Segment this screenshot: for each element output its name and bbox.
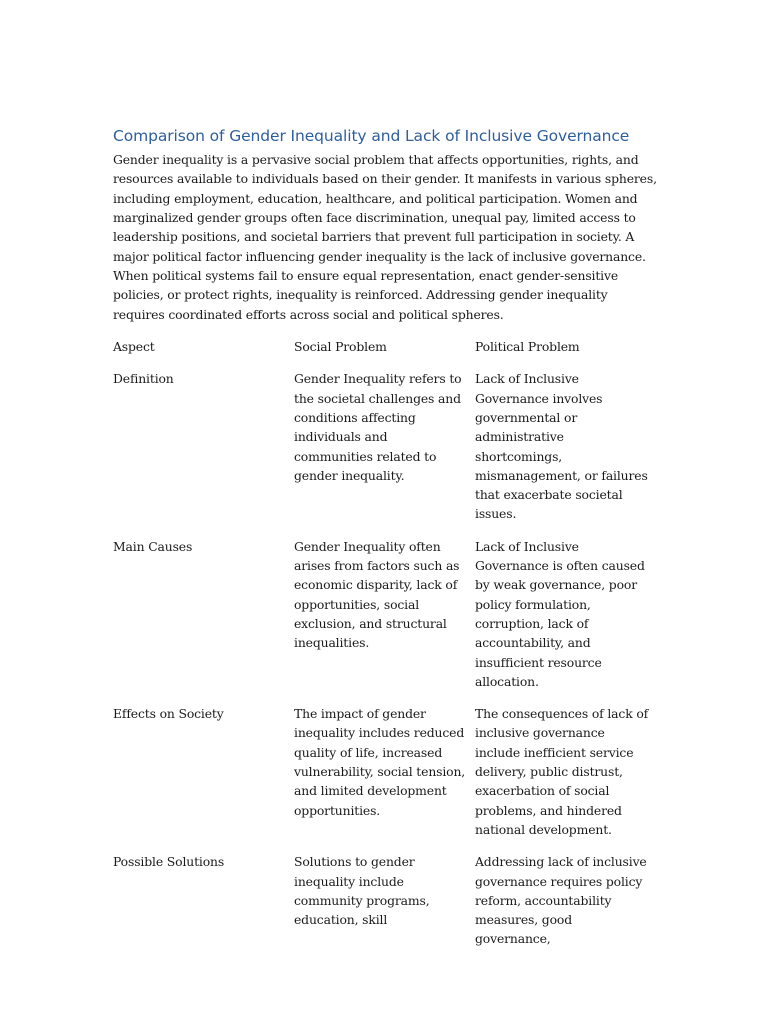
row-political: The consequences of lack of inclusive governance include inefficient service delivery, public distrust, exacerbation of social problems, and hindered national development.	[475, 706, 649, 837]
table-row	[113, 537, 658, 704]
header-political-problem: Political Problem	[475, 339, 580, 355]
table-row	[113, 852, 658, 961]
table-header-row	[113, 337, 658, 369]
row-aspect: Main Causes	[113, 538, 193, 554]
header-aspect: Aspect	[113, 339, 155, 355]
document-page	[113, 126, 658, 962]
row-aspect: Effects on Society	[113, 706, 224, 722]
table-row	[113, 704, 658, 852]
row-social: The impact of gender inequality includes reduced quality of life, increased vulnerability, social tension, and limited development opportunities.	[294, 706, 466, 818]
header-social-problem: Social Problem	[294, 339, 387, 355]
intro-paragraph: Gender inequality is a pervasive social problem that affects opportunities, rights, and resources available to individuals based on their gender. It manifests in various spheres, including employment, education, healthcare, and political participation. Women and marginalized gender groups often face discrimination, unequal pay, limited access to leadership positions, and societal barriers that prevent full participation in society. A major political factor influencing gender inequality is the lack of inclusive governance. When political systems fail to ensure equal representation, enact gender-sensitive policies, or protect rights, inequality is reinforced. Addressing gender inequality requires coordinated efforts across social and political spheres.	[113, 152, 657, 322]
row-social: Solutions to gender inequality include community programs, education, skill	[294, 854, 430, 928]
row-political: Lack of Inclusive Governance involves governmental or administrative shortcomings, mismanagement, or failures that exacerbate societal issues.	[475, 371, 648, 522]
row-political: Addressing lack of inclusive governance requires policy reform, accountability measures, good governance,	[475, 854, 647, 947]
row-aspect: Possible Solutions	[113, 854, 225, 870]
row-social: Gender Inequality often arises from factors such as economic disparity, lack of opportunities, social exclusion, and structural inequalities.	[294, 538, 460, 651]
comparison-table	[113, 337, 658, 962]
row-aspect: Definition	[113, 371, 174, 387]
document-title: Comparison of Gender Inequality and Lack of Inclusive Governance	[113, 127, 630, 145]
row-social: Gender Inequality refers to the societal challenges and conditions affecting individuals and communities related to gender inequality.	[294, 371, 462, 483]
row-political: Lack of Inclusive Governance is often caused by weak governance, poor policy formulation, corruption, lack of accountability, and insufficient resource allocation.	[475, 538, 645, 689]
table-row	[113, 369, 658, 536]
